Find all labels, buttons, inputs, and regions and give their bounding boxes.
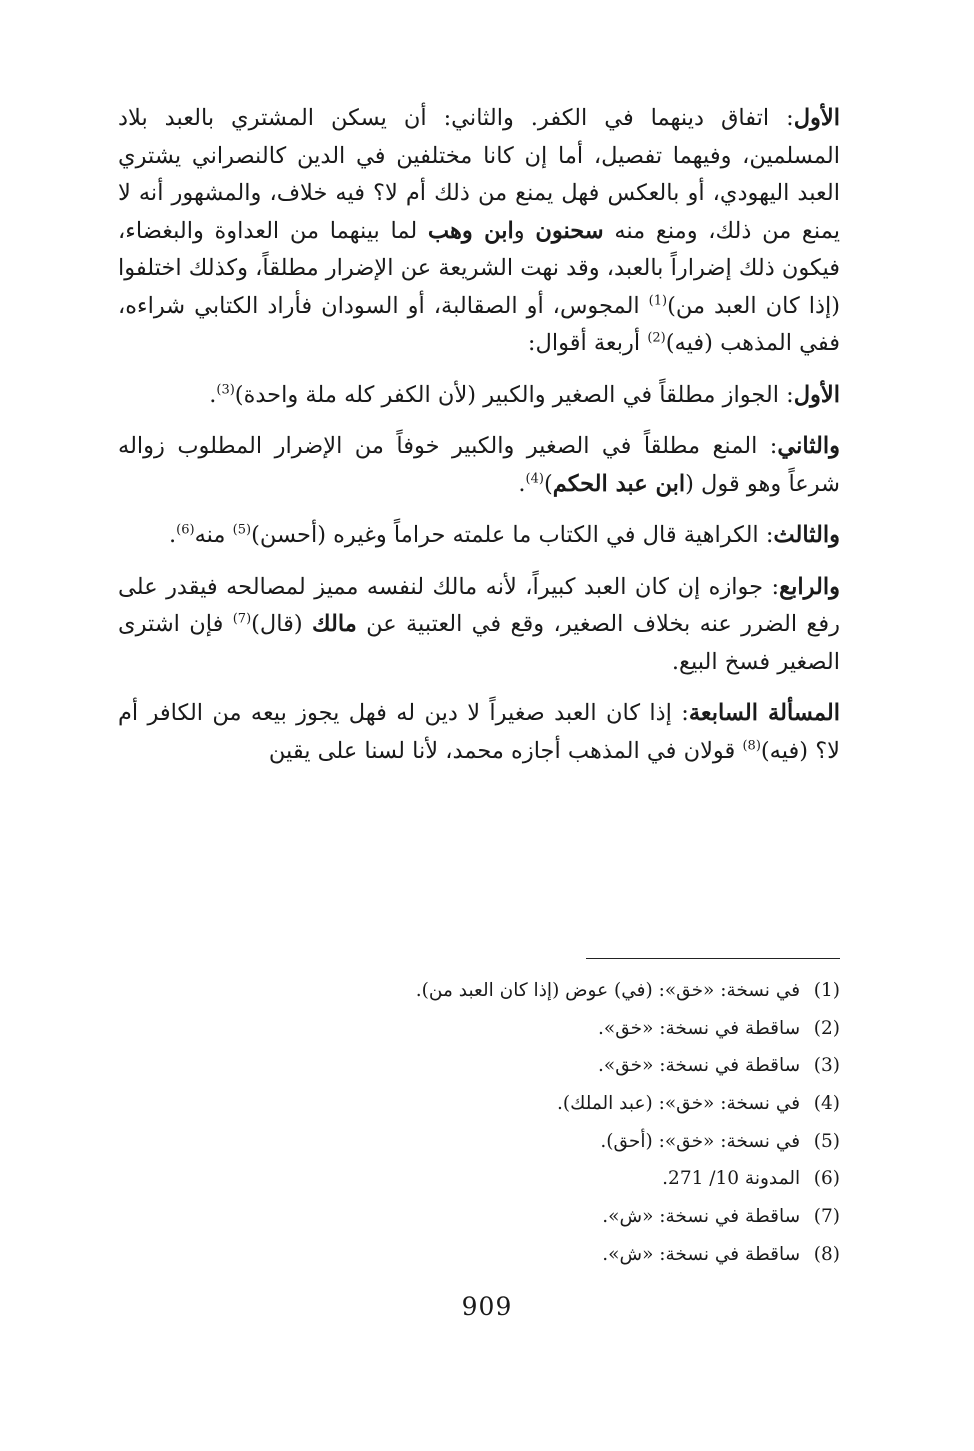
emphasized-term: الأول [793, 105, 840, 131]
emphasized-term: والثاني [777, 433, 840, 459]
footnote-item [240, 972, 840, 1010]
footnote-number: (7) [813, 1206, 840, 1228]
footnote-text: ساقطة في نسخة: «خق». [598, 1017, 801, 1039]
page-body [118, 100, 840, 784]
footnote-number: (4) [813, 1093, 840, 1115]
paragraph-opinion-first [118, 377, 840, 415]
paragraph-text: : إذا كان العبد صغيراً لا دين له فهل يجوز بيعه من الكافر أم لا؟ (فيه) [118, 700, 840, 764]
footnote-number: (8) [813, 1243, 840, 1265]
footnote-text: ساقطة في نسخة: «خق». [598, 1055, 801, 1077]
footnote-marker: (7) [232, 611, 252, 627]
footnote-item [240, 1047, 840, 1085]
emphasized-term: مالك [312, 611, 357, 637]
footnotes-list [240, 972, 840, 1274]
paragraph-text: و [513, 217, 536, 244]
footnote-number: (1) [813, 980, 840, 1001]
footnote-number: (6) [813, 1168, 840, 1190]
footnote-marker: (6) [176, 522, 195, 538]
paragraph-opinion-second [118, 428, 840, 503]
paragraph-text: : جوازه إن كان العبد كبيراً، لأنه مالك لنفسه مميز لمصالحه فيقدر على رفع الضرر عنه بخلاف الصغير، وقع في العتبية عن [118, 573, 841, 637]
footnote-marker: (8) [742, 738, 761, 753]
paragraph-text: فإن اشترى الصغير فسخ البيع. [118, 611, 840, 675]
footnote-item [240, 1010, 840, 1048]
paragraph-text: . [518, 470, 526, 497]
paragraph-text: لما بينهما من العداوة والبغضاء، فيكون ذلك إضراراً بالعبد، وقد نهت الشريعة عن الإضرار مطلقاً، وكذلك اختلفوا (إذا كان العبد من) [118, 217, 840, 319]
paragraph-text: : الجواز مطلقاً في الصغير والكبير (لأن الكفر كله ملة واحدة) [234, 381, 794, 408]
paragraph-opinion-third [118, 517, 840, 555]
footnote-item [240, 1160, 840, 1198]
footnote-marker: (3) [216, 382, 235, 397]
emphasized-term: ابن وهب [427, 217, 514, 244]
footnote-text: في نسخة: «خق»: (في) عوض (إذا كان العبد من). [415, 980, 801, 1001]
emphasized-term: والثالث [773, 522, 840, 548]
footnote-text: ساقطة في نسخة: «ش». [602, 1243, 801, 1265]
page-number: 909 [461, 1292, 513, 1321]
emphasized-term: والرابع [779, 573, 840, 600]
paragraph-text: : اتفاق دينهما في الكفر. والثاني: أن يسكن المشتري بالعبد بلاد المسلمين، وفيهما تفصيل، أما إن كانا مختلفين في الدين كالنصراني يشتري العبد اليهودي، أو بالعكس فهل يمنع من ذلك أم لا؟ فيه خلاف، والمشهور أنه لا يمنع من ذلك، ومنع منه [118, 105, 840, 244]
footnote-number: (3) [813, 1055, 840, 1077]
footnote-text: المدونة 10/ 271. [662, 1168, 801, 1190]
footnote-text: في نسخة: «خق»: (أحق). [600, 1130, 801, 1152]
paragraph-opinion-fourth [118, 569, 840, 682]
paragraph-text: : الكراهية قال في الكتاب ما علمته حراماً وغيره (أحسن) [251, 522, 774, 548]
emphasized-term: سحنون [535, 217, 604, 244]
footnote-marker: (4) [525, 471, 544, 486]
emphasized-term: ابن عبد الحكم [552, 470, 686, 497]
paragraph-text: . [168, 522, 177, 548]
paragraph-text: أربعة أقوال: [527, 330, 648, 356]
emphasized-term: المسألة السابعة [688, 700, 841, 726]
paragraph-text: ) [543, 470, 553, 497]
emphasized-term: الأول [793, 381, 840, 408]
footnote-item [240, 1198, 840, 1236]
paragraph-text: منه [194, 522, 233, 548]
paragraph-seventh-issue [118, 695, 840, 770]
paragraph-text: : المنع مطلقاً في الصغير والكبير خوفاً من الإضرار المطلوب زواله شرعاً وهو قول ( [118, 433, 840, 497]
footnote-text: في نسخة: «خق»: (عبد الملك). [557, 1093, 801, 1115]
footnote-marker: (2) [647, 330, 666, 346]
paragraph-first-conditions [118, 100, 840, 363]
footnote-item [240, 1123, 840, 1161]
footnote-number: (5) [813, 1130, 840, 1152]
paragraph-text: (قال) [251, 611, 313, 637]
footnote-marker: (1) [648, 293, 668, 308]
footnote-marker: (5) [232, 522, 252, 538]
footnote-divider [586, 958, 840, 959]
paragraph-text: قولان في المذهب أجازه محمد، لأنا لسنا على يقين [268, 737, 743, 764]
footnote-item [240, 1085, 840, 1123]
paragraph-text: المجوس، أو الصقالبة، أو السودان فأراد الكتابي شراءه، ففي المذهب (فيه) [118, 292, 840, 356]
footnote-text: ساقطة في نسخة: «ش». [602, 1206, 801, 1228]
paragraph-text: . [209, 381, 217, 408]
footnote-item [240, 1236, 840, 1274]
footnote-number: (2) [813, 1017, 840, 1039]
